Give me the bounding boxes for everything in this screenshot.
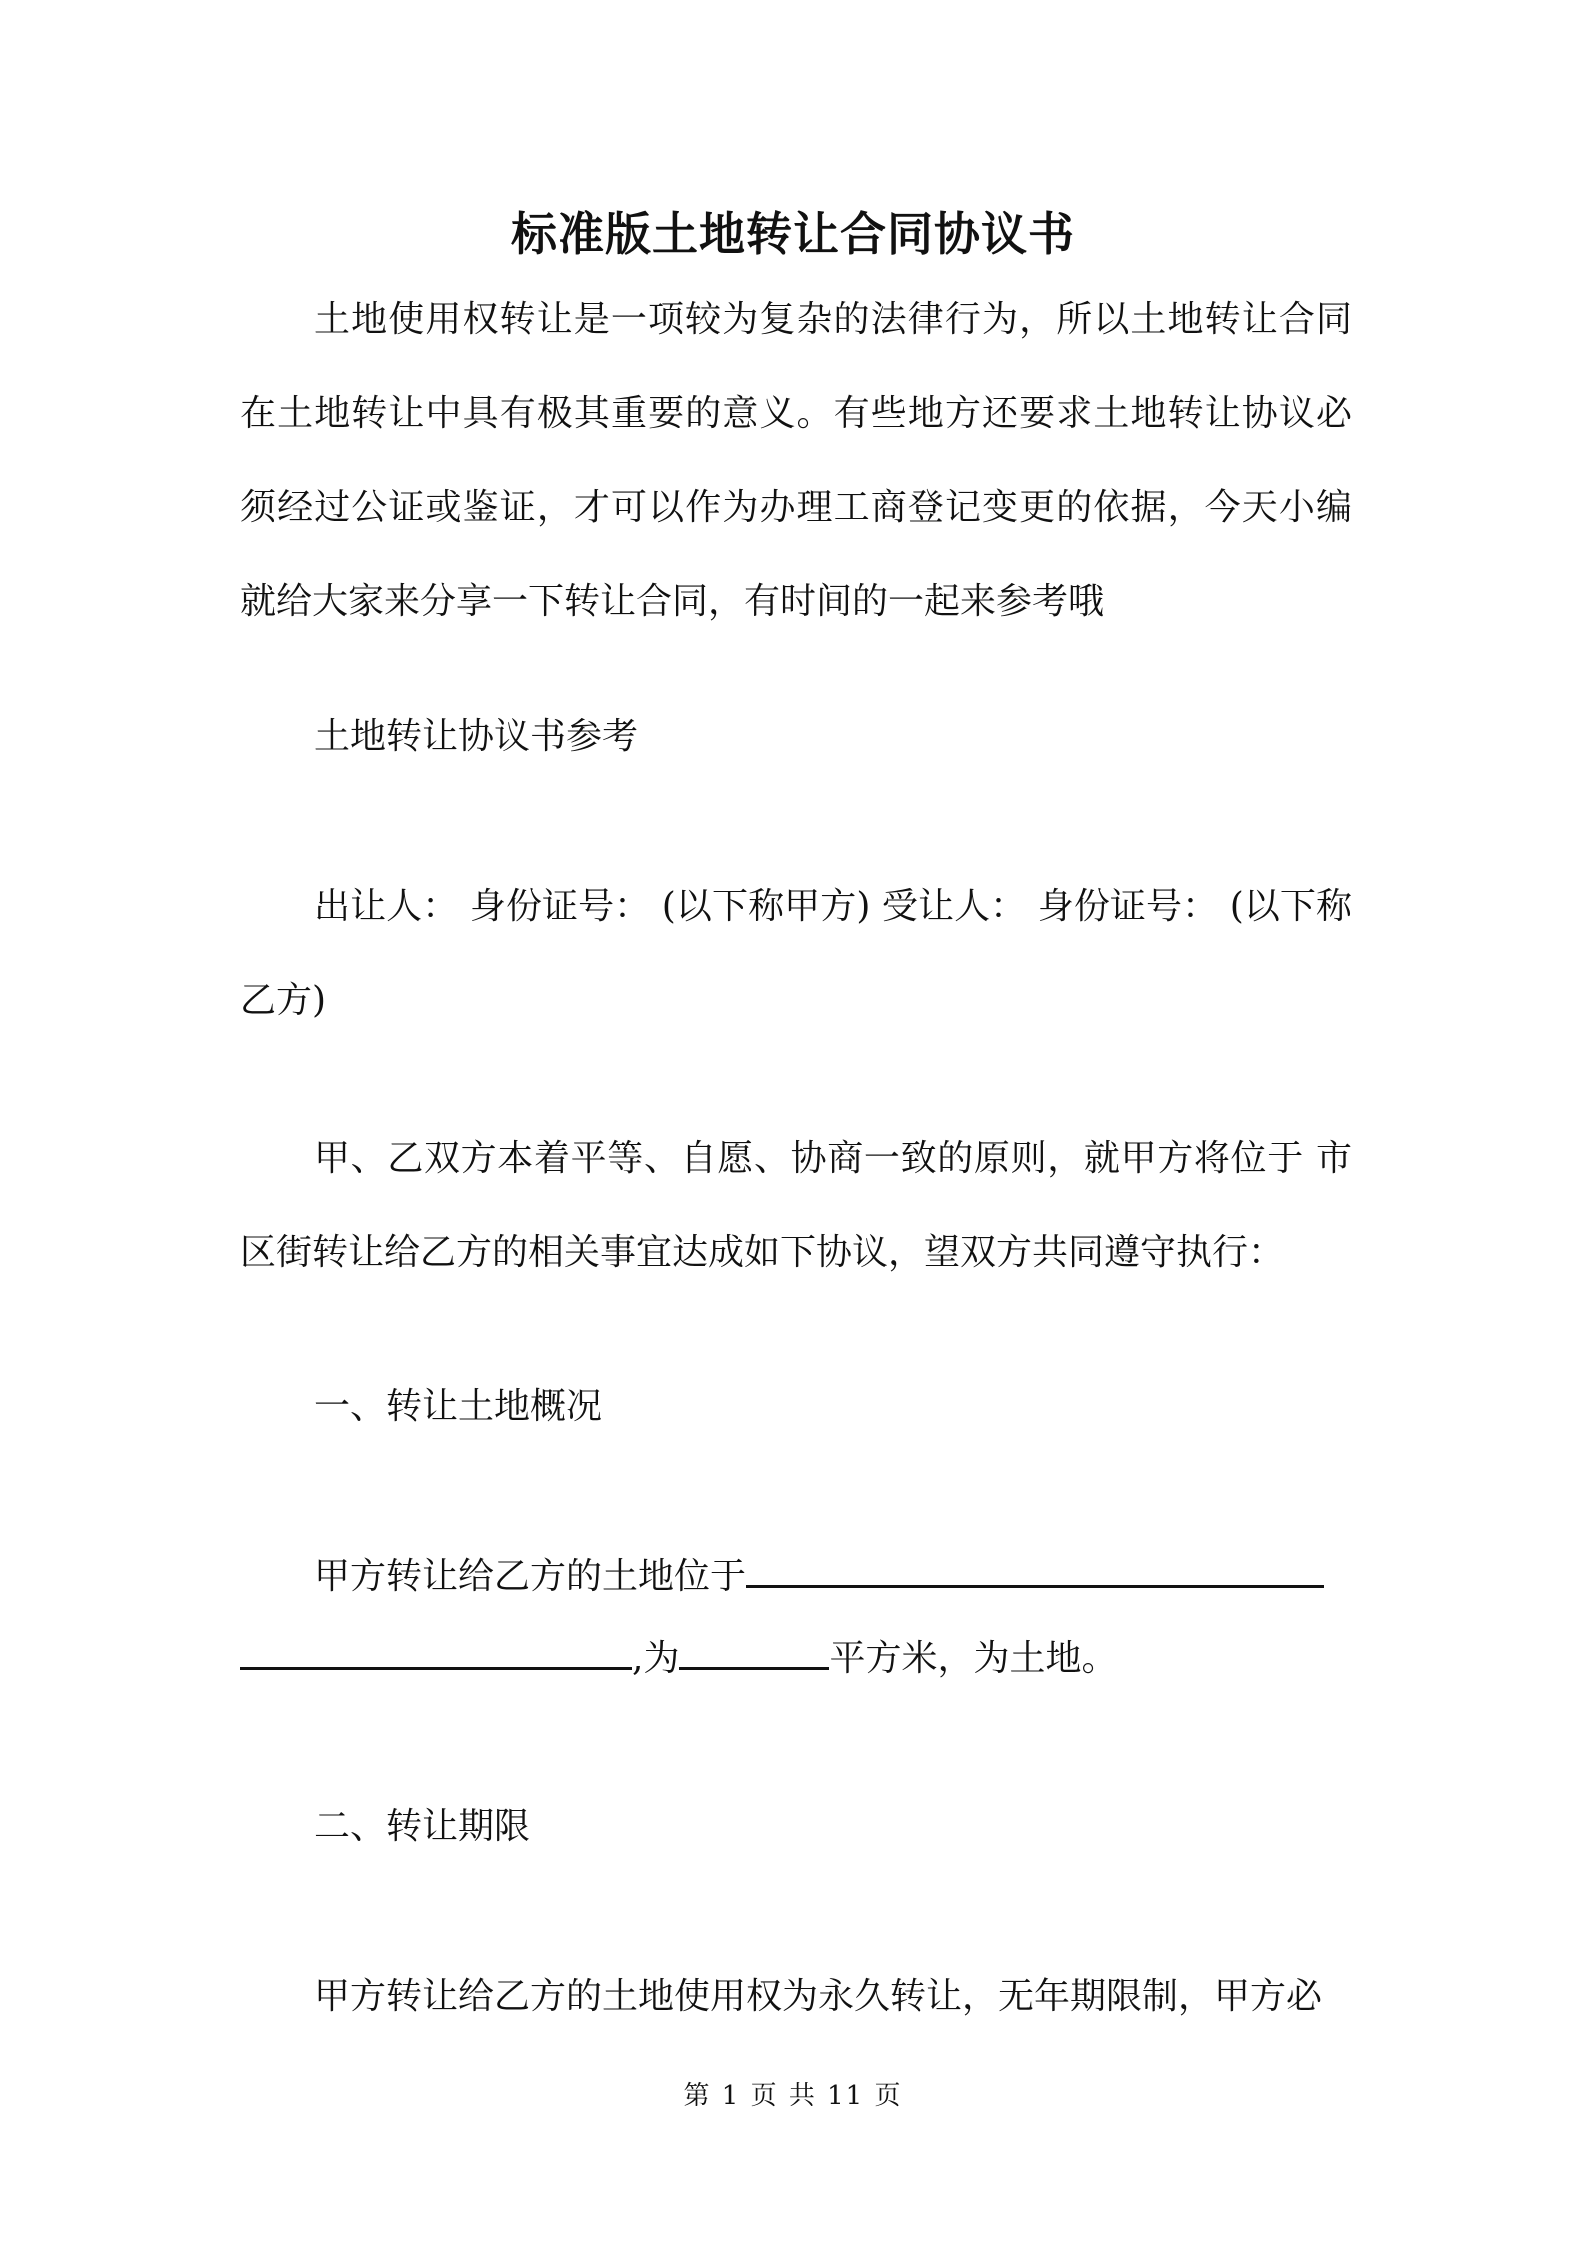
area-blank xyxy=(679,1637,829,1670)
area-prefix: ,为 xyxy=(632,1638,680,1679)
reference-heading: 土地转让协议书参考 xyxy=(314,716,639,757)
location-blank-1 xyxy=(746,1555,1324,1588)
section-1-heading: 一、转让土地概况 xyxy=(314,1386,603,1427)
area-suffix: 平方米，为土地。 xyxy=(829,1638,1118,1679)
term-paragraph: 甲方转让给乙方的土地使用权为永久转让，无年期限制，甲方必 xyxy=(314,1976,1323,2017)
intro-paragraph: 土地使用权转让是一项较为复杂的法律行为，所以土地转让合同在土地转让中具有极其重要的意义。有些地方还要求土地转让协议必须经过公证或鉴证，才可以作为办理工商登记变更的依据，今天小编就给大家来分享一下转让合同，有时间的一起来参考哦 xyxy=(240,299,1352,622)
section-2-heading: 二、转让期限 xyxy=(314,1806,531,1847)
document-title: 标准版土地转让合同协议书 xyxy=(511,207,1075,261)
land-location-line-2 xyxy=(240,1612,1117,1706)
land-location-label: 甲方转让给乙方的土地位于 xyxy=(314,1556,747,1597)
parties-paragraph: 出让人： 身份证号： (以下称甲方) 受让人： 身份证号： (以下称乙方) xyxy=(240,886,1352,1021)
land-location-line-1 xyxy=(314,1530,1324,1624)
location-blank-2 xyxy=(240,1637,632,1670)
page-footer: 第 1 页 共 11 页 xyxy=(683,2081,903,2111)
principle-paragraph: 甲、乙双方本着平等、自愿、协商一致的原则，就甲方将位于 市区街转让给乙方的相关事宜达成如下协议，望双方共同遵守执行： xyxy=(240,1138,1352,1273)
